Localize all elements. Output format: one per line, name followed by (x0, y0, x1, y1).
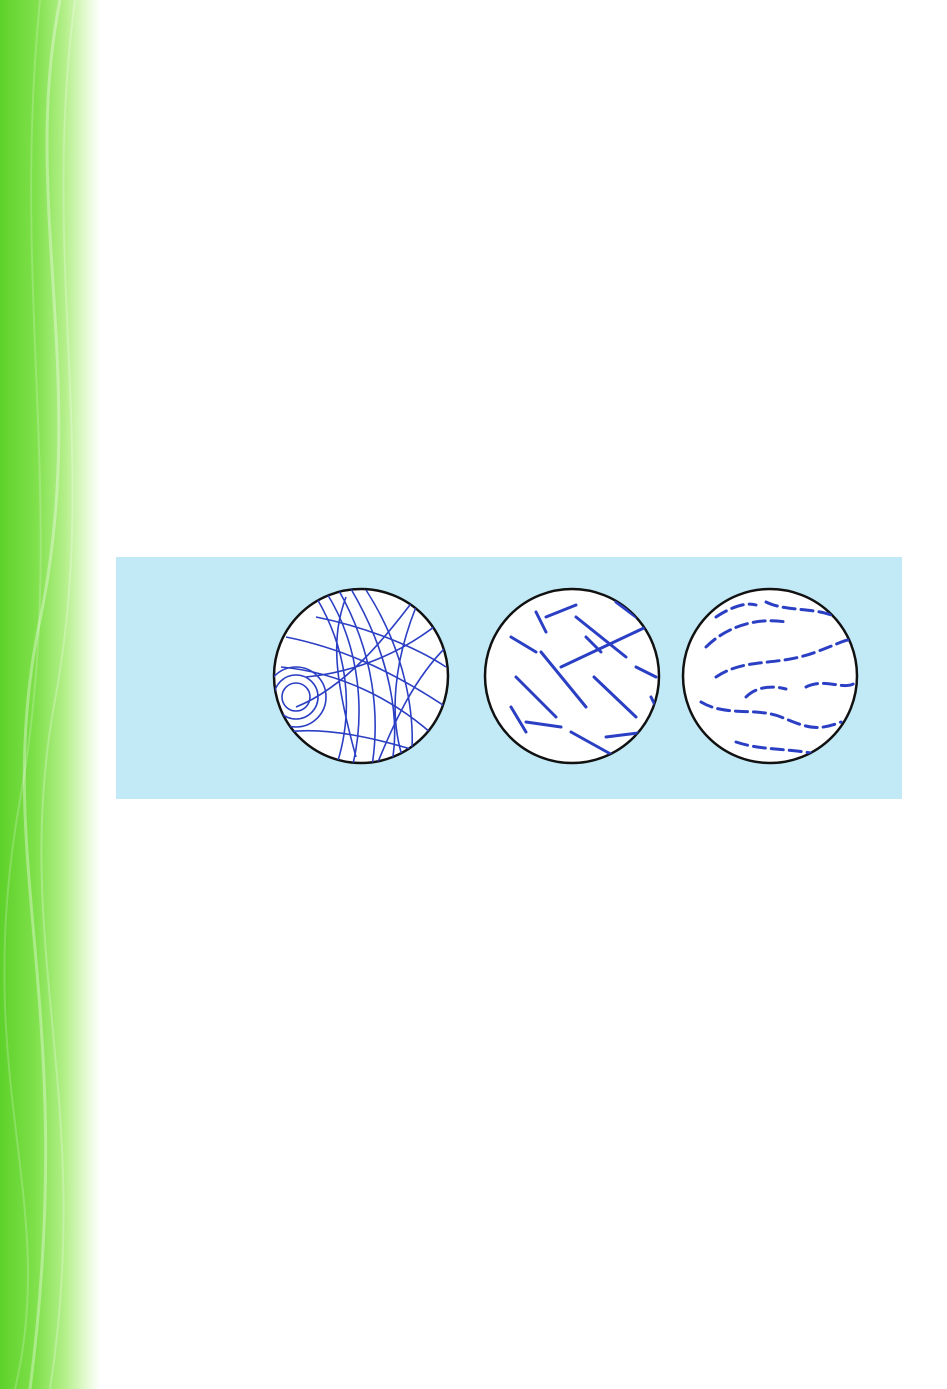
microscope-view-v (485, 589, 661, 763)
figure-19-1 (116, 557, 902, 799)
microscope-view-g (683, 589, 857, 763)
decorative-green-strip (0, 0, 100, 1389)
microscope-views (116, 557, 902, 799)
microscope-view-b (266, 589, 448, 772)
strip-swirl-decoration (0, 0, 100, 1389)
